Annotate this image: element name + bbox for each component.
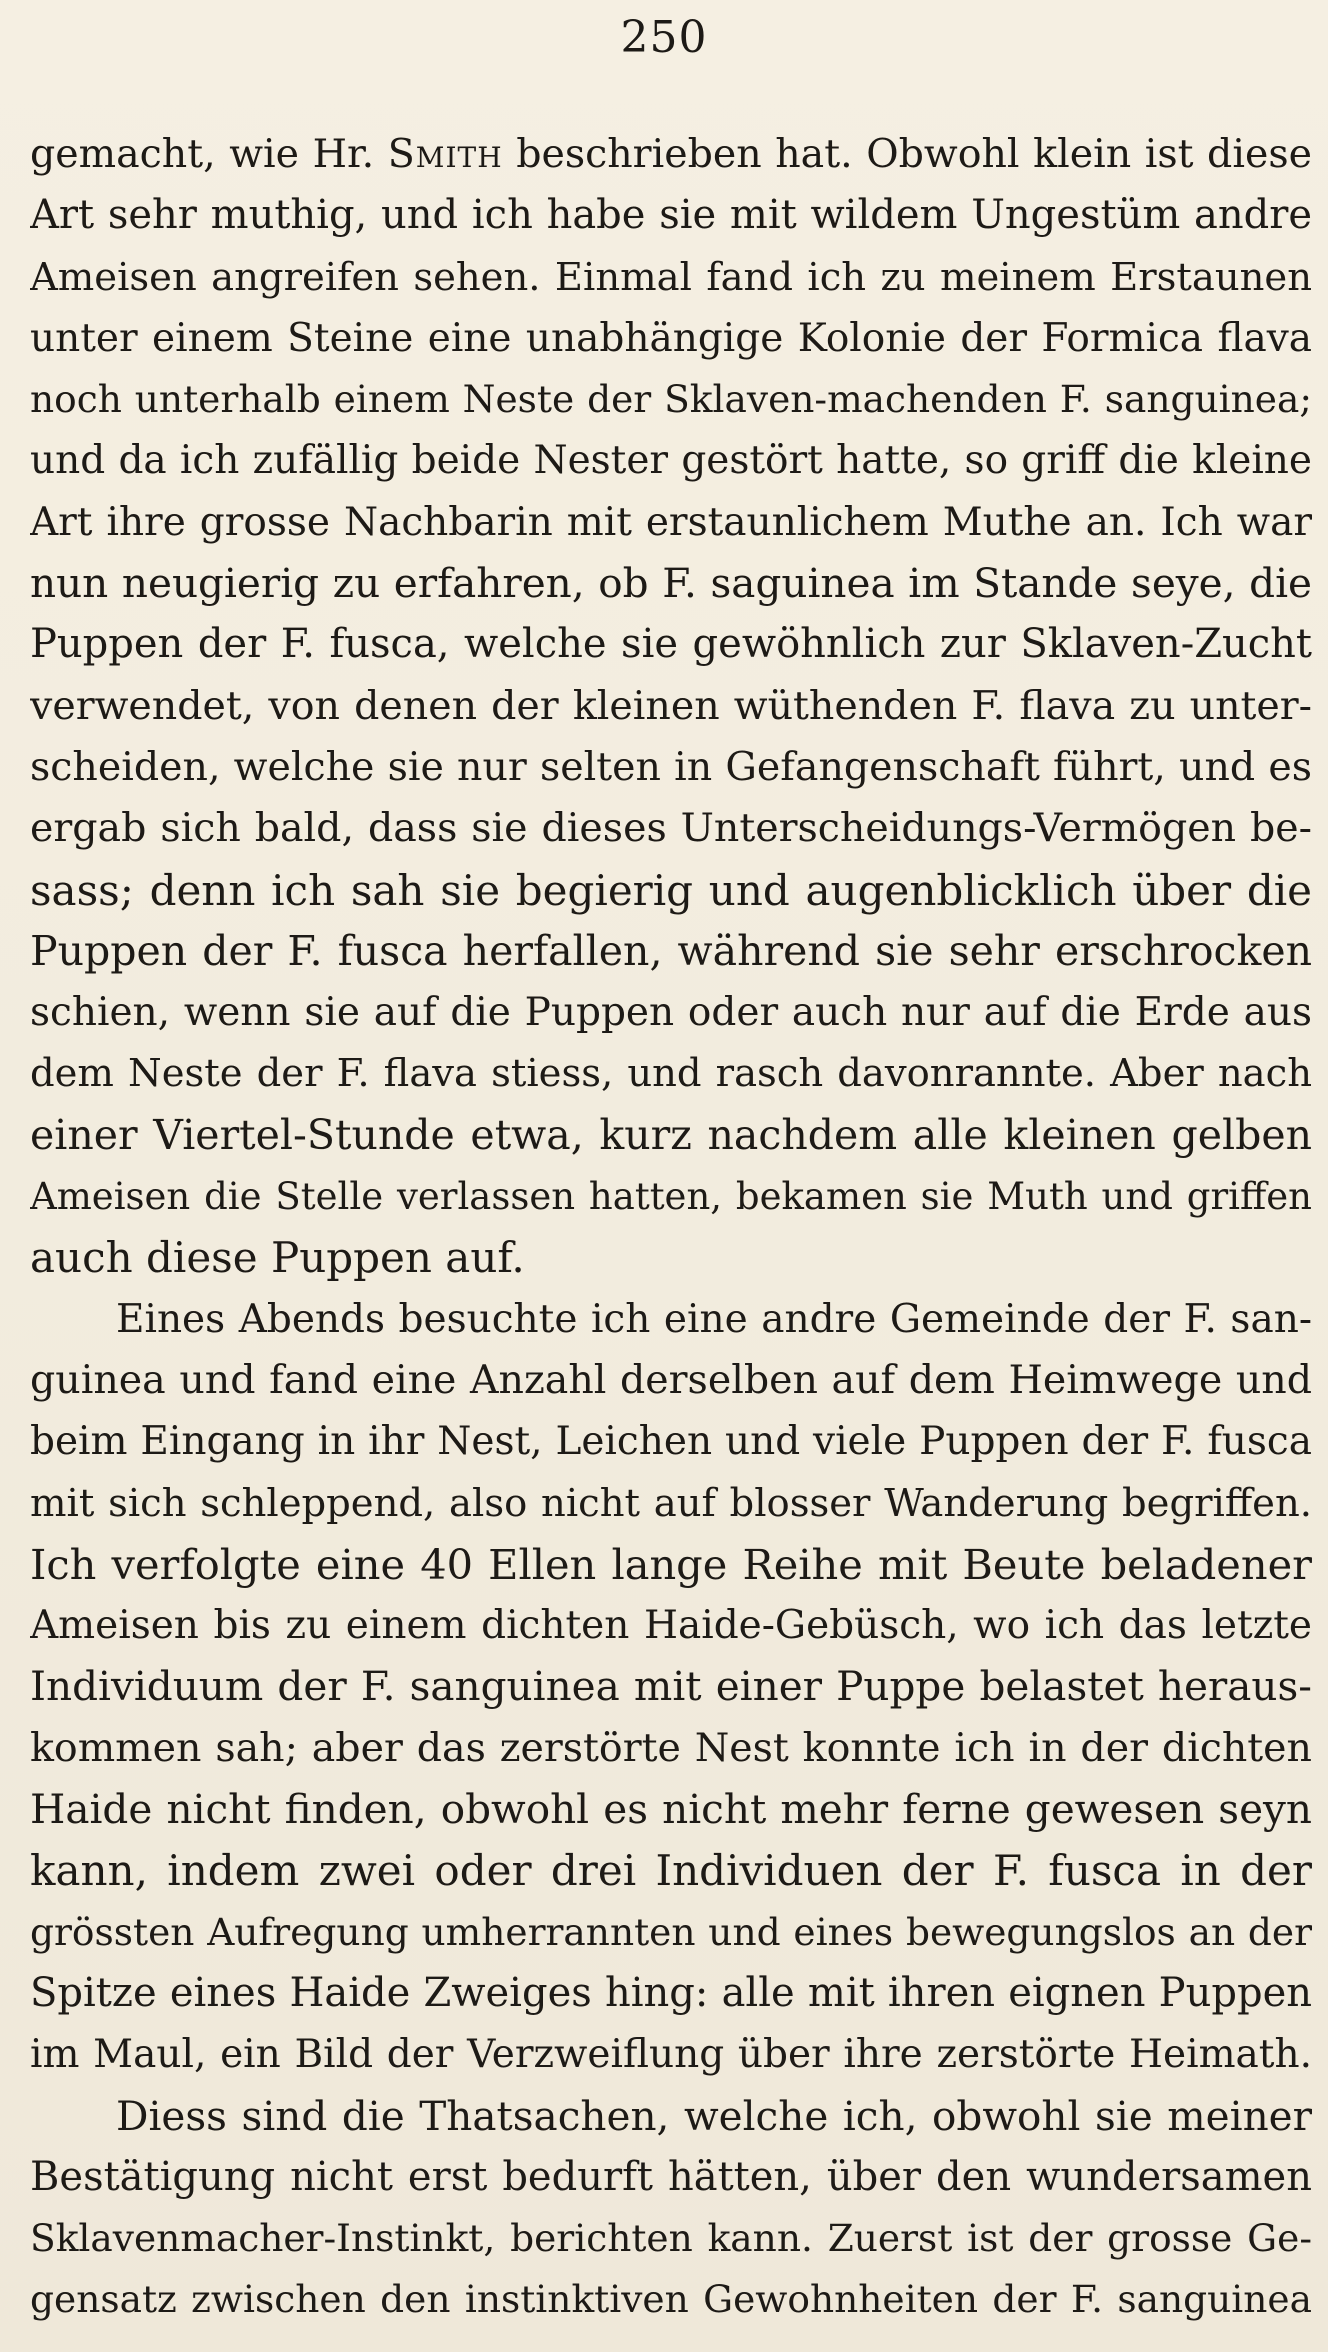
text-line: Ameisen die Stelle verlassen hatten, bekamen sie Muth und griffen <box>30 1175 1312 1219</box>
text-line: guinea und fand eine Anzahl derselben auf dem Heimwege und <box>30 1356 1312 1403</box>
text-line: mit sich schleppend, also nicht auf blosser Wanderung begriffen. <box>30 1480 1312 1526</box>
text-line: Art sehr muthig, und ich habe sie mit wildem Ungestüm andre <box>30 192 1312 239</box>
text-line: gemacht, wie Hr. Smith beschrieben hat. Obwohl klein ist diese <box>30 131 1312 177</box>
text-line: Bestätigung nicht erst bedurft hätten, über den wundersamen <box>30 2153 1312 2200</box>
paragraph-start-line: Diess sind die Thatsachen, welche ich, obwohl sie meiner <box>116 2091 1312 2140</box>
text-line: sass; denn ich sah sie begierig und augenblicklich über die <box>30 865 1312 915</box>
text-line: Puppen der F. fusca herfallen, während sie sehr erschrocken <box>30 926 1312 975</box>
text-line: Ameisen angreifen sehen. Einmal fand ich zu meinem Erstaunen <box>30 254 1312 300</box>
author-name-smallcaps: Smith <box>387 131 503 177</box>
text-line: und da ich zufällig beide Nester gestört hatte, so griff die kleine <box>30 438 1312 484</box>
text-line: Individuum der F. sanguinea mit einer Puppe belastet heraus- <box>30 1662 1312 1711</box>
paragraph-end-line: auch diese Puppen auf. <box>30 1233 525 1283</box>
text-line: Art ihre grosse Nachbarin mit erstaunlichem Muthe an. Ich war <box>30 499 1312 545</box>
text-line: nun neugierig zu erfahren, ob F. saguinea im Stande seye, die <box>30 559 1312 608</box>
text-line: Sklavenmacher-Instinkt, berichten kann. Zuerst ist der grosse Ge- <box>30 2216 1312 2261</box>
text-line: ergab sich bald, dass sie dieses Unterscheidungs-Vermögen be- <box>30 805 1312 852</box>
paragraph-end-line: im Maul, ein Bild der Verzweiflung über ihre zerstörte Heimath. <box>30 2032 1312 2078</box>
text-line: unter einem Steine eine unabhängige Kolonie der Formica flava <box>30 315 1312 361</box>
text-line: Haide nicht finden, obwohl es nicht mehr ferne gewesen seyn <box>30 1785 1312 1834</box>
text-line: Ich verfolgte eine 40 Ellen lange Reihe mit Beute beladener <box>30 1539 1312 1589</box>
text-line: grössten Aufregung umherrannten und eines bewegungslos an der <box>30 1909 1312 1954</box>
text-line: schien, wenn sie auf die Puppen oder auch nur auf die Erde aus <box>30 990 1312 1036</box>
text-line: einer Viertel-Stunde etwa, kurz nachdem alle kleinen gelben <box>30 1110 1312 1159</box>
text-line: beim Eingang in ihr Nest, Leichen und viele Puppen der F. fusca <box>30 1419 1312 1465</box>
text-line: verwendet, von denen der kleinen wüthenden F. flava zu unter- <box>30 682 1312 729</box>
text-line: kann, indem zwei oder drei Individuen der F. fusca in der <box>30 1846 1312 1896</box>
text-line: dem Neste der F. flava stiess, und rasch davonrannte. Aber nach <box>30 1051 1312 1097</box>
page-number: 250 <box>620 12 708 63</box>
body-text <box>30 124 1312 2331</box>
text-line: kommen sah; aber das zerstörte Nest konnte ich in der dichten <box>30 1724 1312 1771</box>
text-line: gensatz zwischen den instinktiven Gewohnheiten der F. sanguinea <box>30 2277 1312 2322</box>
text-line: noch unterhalb einem Neste der Sklaven-machenden F. sanguinea; <box>30 377 1312 422</box>
text-line: Puppen der F. fusca, welche sie gewöhnlich zur Sklaven-Zucht <box>30 621 1312 668</box>
text-line: Spitze eines Haide Zweiges hing: alle mit ihren eignen Puppen <box>30 1969 1312 2016</box>
text-line: scheiden, welche sie nur selten in Gefangenschaft führt, und es <box>30 743 1312 790</box>
text-line: Ameisen bis zu einem dichten Haide-Gebüsch, wo ich das letzte <box>30 1603 1312 1649</box>
paragraph-start-line: Eines Abends besuchte ich eine andre Gemeinde der F. san- <box>116 1296 1312 1342</box>
